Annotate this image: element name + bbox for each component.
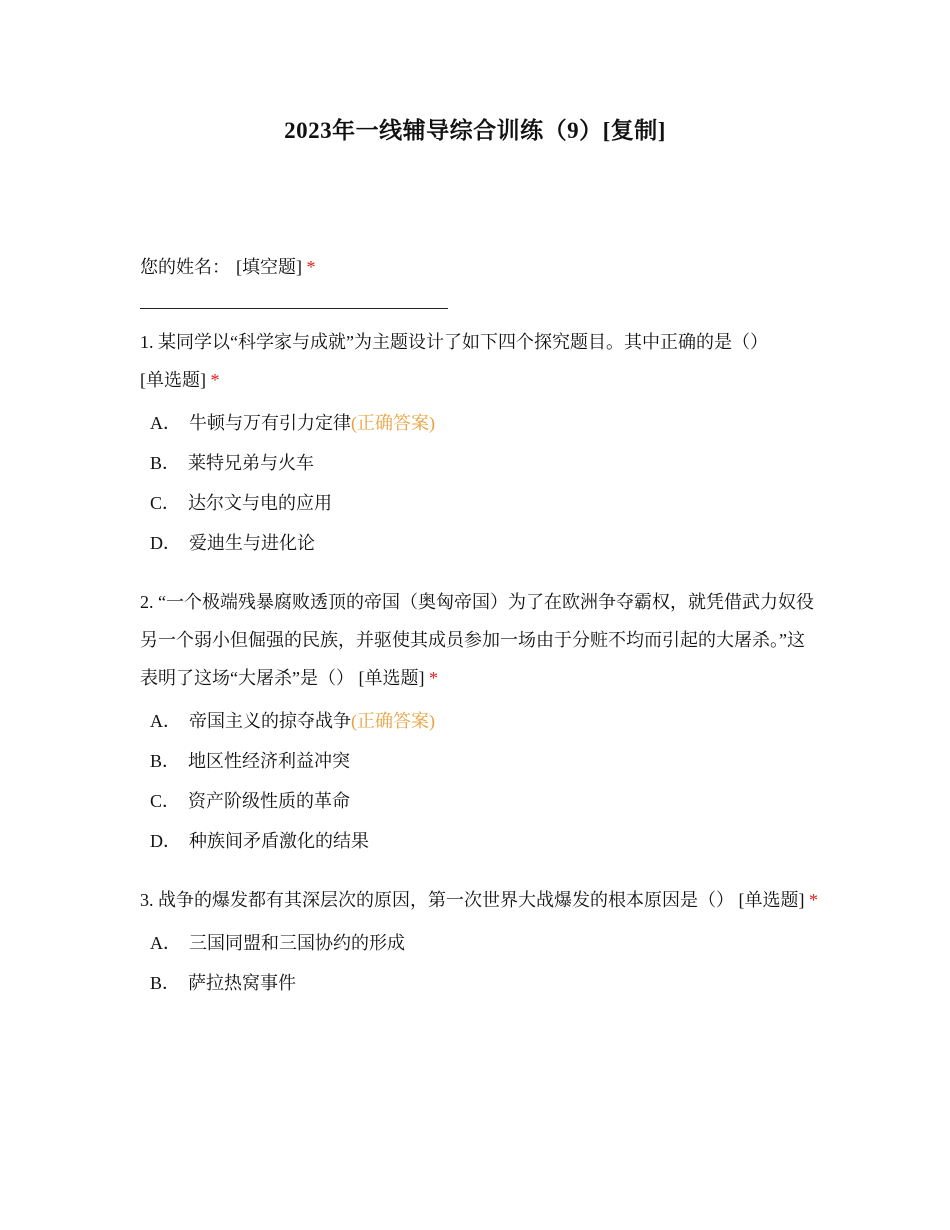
option-d[interactable] <box>140 821 820 861</box>
question-number: 2. <box>140 592 154 612</box>
option-letter: B． <box>150 751 181 771</box>
option-text: 种族间矛盾激化的结果 <box>189 831 369 851</box>
option-letter: A． <box>150 413 181 433</box>
option-text: 爱迪生与进化论 <box>189 533 315 553</box>
question-text: “一个极端残暴腐败透顶的帝国（奥匈帝国）为了在欧洲争夺霸权，就凭借武力奴役另一个弱小但倔强的民族，并驱使其成员参加一场由于分赃不均而引起的大屠杀。”这表明了这场“大屠杀”是（） <box>140 592 814 688</box>
name-question-label: 您的姓名： <box>140 257 230 277</box>
question-type: [单选题] <box>738 890 805 910</box>
option-letter: A． <box>150 933 181 953</box>
question-2-prompt <box>140 583 820 697</box>
name-question-prompt <box>140 248 820 286</box>
option-letter: D． <box>150 533 181 553</box>
required-mark: * <box>306 257 316 277</box>
survey-content <box>140 248 820 1023</box>
required-mark: * <box>809 890 818 910</box>
option-letter: A． <box>150 711 181 731</box>
option-d[interactable] <box>140 523 820 563</box>
option-letter: D． <box>150 831 181 851</box>
option-c[interactable] <box>140 781 820 821</box>
name-answer-field[interactable] <box>140 308 448 309</box>
question-3 <box>140 881 820 1003</box>
option-b[interactable] <box>140 443 820 483</box>
question-type: [单选题] <box>140 370 206 390</box>
question-1-prompt <box>140 323 820 399</box>
question-1-options <box>140 403 820 563</box>
name-question <box>140 248 820 309</box>
required-mark: * <box>210 370 220 390</box>
option-letter: C． <box>150 791 181 811</box>
question-text: 战争的爆发都有其深层次的原因，第一次世界大战爆发的根本原因是（） <box>158 890 734 910</box>
option-letter: B． <box>150 453 181 473</box>
name-question-type: [填空题] <box>236 257 302 277</box>
option-a[interactable] <box>140 403 820 443</box>
required-mark: * <box>428 668 438 688</box>
option-c[interactable] <box>140 483 820 523</box>
option-text: 萨拉热窝事件 <box>188 973 297 993</box>
question-2-options <box>140 701 820 861</box>
option-text: 帝国主义的掠夺战争 <box>189 711 351 731</box>
question-3-options <box>140 923 820 1003</box>
question-1 <box>140 323 820 563</box>
question-number: 1. <box>140 332 154 352</box>
option-text: 三国同盟和三国协约的形成 <box>189 933 405 953</box>
question-number: 3. <box>140 890 154 910</box>
option-text: 莱特兄弟与火车 <box>188 453 315 473</box>
option-letter: C． <box>150 493 181 513</box>
option-a[interactable] <box>140 923 820 963</box>
page-title: 2023年一线辅导综合训练（9）[复制] <box>284 118 666 143</box>
option-letter: B． <box>150 973 181 993</box>
option-a[interactable] <box>140 701 820 741</box>
option-text: 地区性经济利益冲突 <box>188 751 351 771</box>
option-b[interactable] <box>140 741 820 781</box>
question-2 <box>140 583 820 861</box>
option-b[interactable] <box>140 963 820 1003</box>
option-text: 牛顿与万有引力定律 <box>189 413 351 433</box>
question-type: [单选题] <box>358 668 425 688</box>
option-text: 资产阶级性质的革命 <box>188 791 351 811</box>
question-text: 某同学以“科学家与成就”为主题设计了如下四个探究题目。其中正确的是（） <box>158 332 768 352</box>
option-text: 达尔文与电的应用 <box>188 493 333 513</box>
correct-answer-note: (正确答案) <box>351 711 435 731</box>
correct-answer-note: (正确答案) <box>351 413 435 433</box>
question-3-prompt <box>140 881 820 919</box>
